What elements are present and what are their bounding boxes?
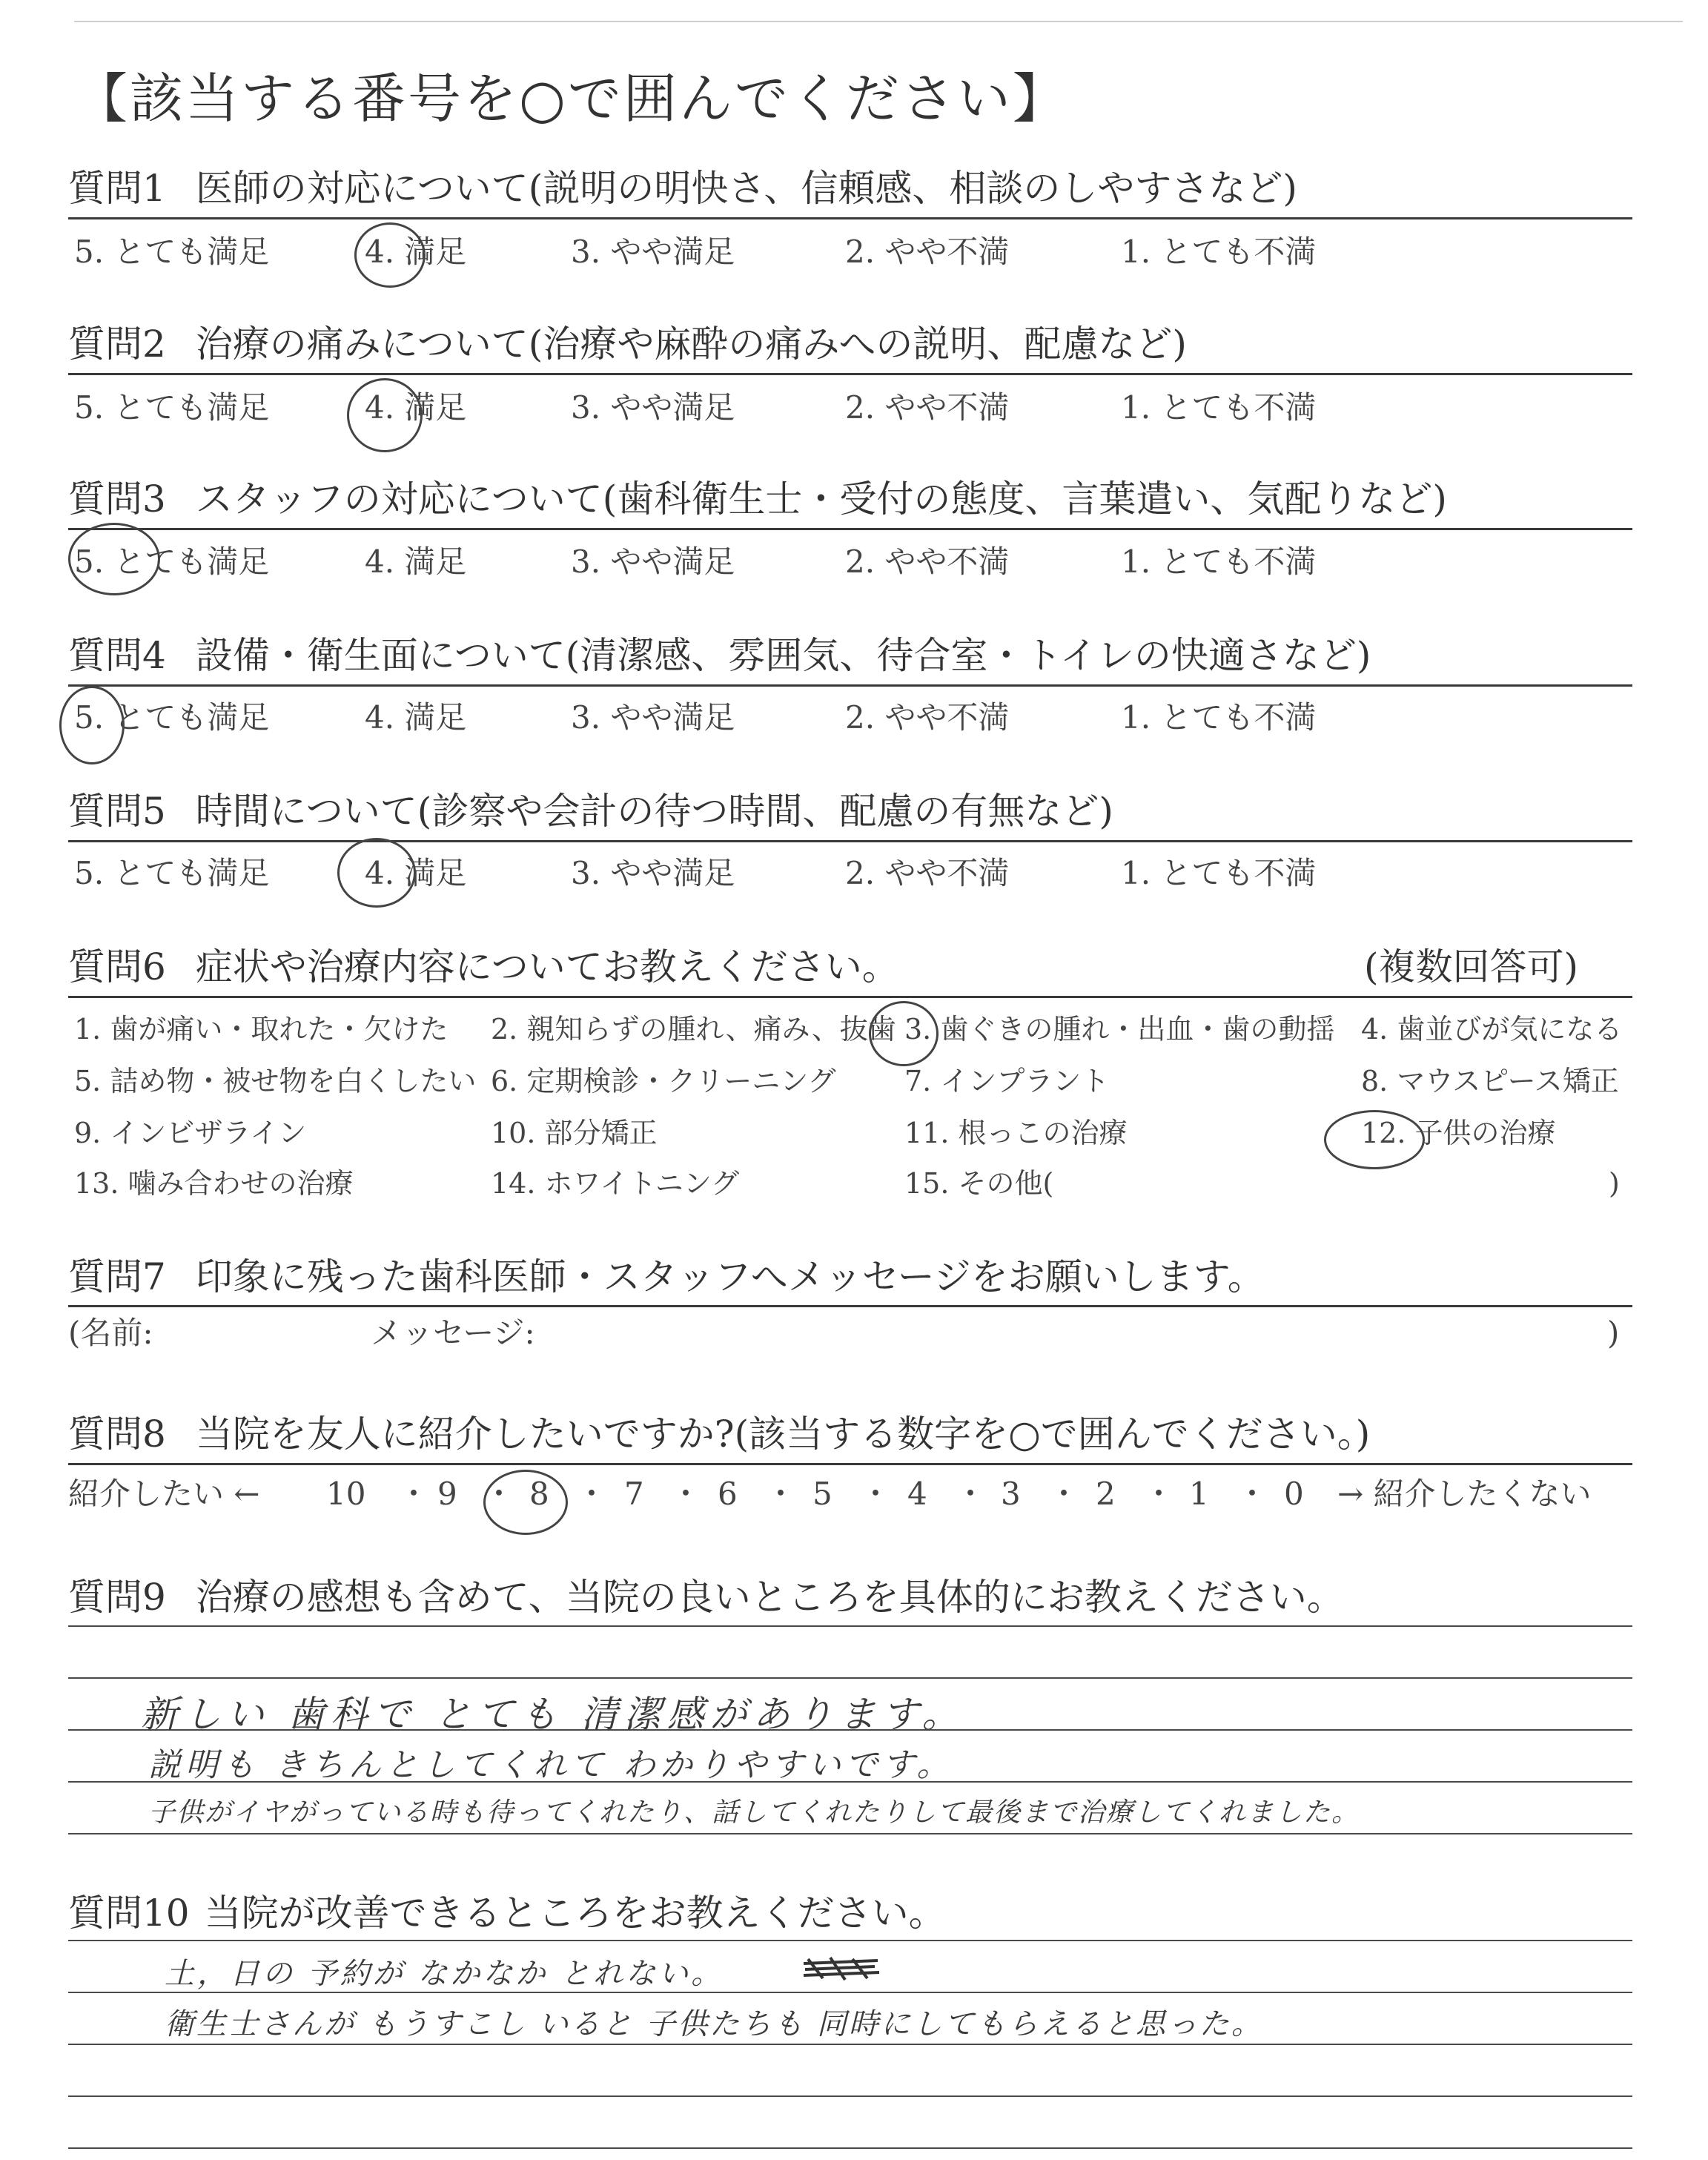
question-3-label: 質問3 <box>68 478 166 521</box>
symptom-option-10[interactable]: 10. 部分矯正 <box>491 1117 658 1149</box>
option-very-satisfied[interactable]: 5. とても満足 <box>74 544 270 580</box>
option-somewhat-dissatisfied[interactable]: 2. やや不満 <box>845 389 1010 426</box>
scale-dot: ・ <box>860 1476 892 1512</box>
question-8-label: 質問8 <box>68 1413 166 1456</box>
symptom-3-selection-circle <box>869 1001 939 1066</box>
option-somewhat-satisfied[interactable]: 3. やや満足 <box>571 544 735 580</box>
scale-value-4[interactable]: 4 <box>907 1476 927 1512</box>
question-8-rule <box>68 1463 1632 1465</box>
writing-line <box>68 2044 1632 2045</box>
option-satisfied[interactable]: 4. 満足 <box>365 544 467 580</box>
scale-value-3[interactable]: 3 <box>1001 1476 1021 1512</box>
scribbled-out-word <box>801 1952 882 1984</box>
option-somewhat-dissatisfied[interactable]: 2. やや不満 <box>845 699 1010 736</box>
symptom-option-7[interactable]: 7. インプラント <box>904 1065 1110 1097</box>
recommend-scale <box>68 1472 1632 1516</box>
scale-dot: ・ <box>483 1476 515 1512</box>
q9-handwritten-line-1: 新しい 歯科で とても 清潔感があります。 <box>141 1693 965 1736</box>
question-4-title <box>68 632 1371 679</box>
option-somewhat-satisfied[interactable]: 3. やや満足 <box>571 389 735 426</box>
question-5-label: 質問5 <box>68 790 166 833</box>
symptom-option-12[interactable]: 12. 子供の治療 <box>1361 1117 1556 1149</box>
symptom-option-4[interactable]: 4. 歯並びが気になる <box>1361 1013 1623 1046</box>
question-2-rule <box>68 373 1632 375</box>
question-7-text: 印象に残った歯科医師・スタッフへメッセージをお願いします。 <box>195 1255 1265 1298</box>
option-somewhat-satisfied[interactable]: 3. やや満足 <box>571 855 735 891</box>
symptom-option-13[interactable]: 13. 噛み合わせの治療 <box>74 1167 354 1200</box>
writing-line <box>68 2147 1632 2149</box>
scale-value-6[interactable]: 6 <box>718 1476 738 1512</box>
q10-handwritten-line-1: 土，日の 予約が なかなか とれない。 <box>165 1957 724 1991</box>
option-very-dissatisfied[interactable]: 1. とても不満 <box>1121 544 1317 580</box>
option-somewhat-satisfied[interactable]: 3. やや満足 <box>571 234 735 270</box>
scale-dot: ・ <box>765 1476 797 1512</box>
symptom-option-1[interactable]: 1. 歯が痛い・取れた・欠けた <box>74 1013 448 1046</box>
scale-value-2[interactable]: 2 <box>1096 1476 1116 1512</box>
question-2-options <box>74 386 1631 430</box>
symptom-option-15[interactable]: 15. その他( <box>904 1167 1054 1200</box>
scale-dot: ・ <box>1237 1476 1268 1512</box>
option-somewhat-satisfied[interactable]: 3. やや満足 <box>571 699 735 736</box>
option-somewhat-dissatisfied[interactable]: 2. やや不満 <box>845 544 1010 580</box>
symptom-12-selection-circle <box>1324 1110 1425 1169</box>
writing-line <box>68 1677 1632 1679</box>
question-5-title <box>68 787 1113 835</box>
question-5-text: 時間について(診察や会計の待つ時間、配慮の有無など) <box>195 790 1113 833</box>
question-1-label: 質問1 <box>68 167 166 210</box>
scale-value-7[interactable]: 7 <box>624 1476 644 1512</box>
scale-value-8[interactable]: 8 <box>529 1476 549 1512</box>
question-6-rule <box>68 996 1632 998</box>
symptom-option-9[interactable]: 9. インビザライン <box>74 1117 307 1149</box>
question-9-title <box>68 1573 1344 1621</box>
question-10-text: 当院が改善できるところをお教えください。 <box>204 1892 946 1935</box>
question-7-title <box>68 1253 1265 1301</box>
survey-heading: 【該当する番号を○で囲んでください】 <box>74 67 1068 130</box>
question-3-rule <box>68 528 1632 530</box>
writing-line <box>68 1833 1632 1834</box>
question-3-options <box>74 540 1631 584</box>
question-9-label: 質問9 <box>68 1576 166 1619</box>
q10-handwritten-line-2: 衛生士さんが もうすこし いると 子供たちも 同時にしてもらえると思った。 <box>165 2007 1263 2041</box>
question-2-text: 治療の痛みについて(治療や麻酔の痛みへの説明、配慮など) <box>195 323 1187 366</box>
writing-line <box>68 1625 1632 1627</box>
option-very-dissatisfied[interactable]: 1. とても不満 <box>1121 389 1317 426</box>
question-6-label: 質問6 <box>68 945 166 988</box>
question-7-label: 質問7 <box>68 1255 166 1298</box>
question-10-title <box>68 1889 946 1937</box>
option-satisfied[interactable]: 4. 満足 <box>365 699 467 736</box>
scale-value-10[interactable]: 10 <box>326 1476 366 1512</box>
question-1-text: 医師の対応について(説明の明快さ、信頼感、相談のしやすさなど) <box>195 167 1297 210</box>
symptom-option-3[interactable]: 3. 歯ぐきの腫れ・出血・歯の動揺 <box>904 1013 1335 1046</box>
question-7-rule <box>68 1305 1632 1307</box>
scale-dot: ・ <box>670 1476 702 1512</box>
question-3-text: スタッフの対応について(歯科衛生士・受付の態度、言葉遣い、気配りなど) <box>195 478 1447 521</box>
question-6-text: 症状や治療内容についてお教えください。 <box>195 945 899 988</box>
scale-value-1[interactable]: 1 <box>1189 1476 1209 1512</box>
question-5-rule <box>68 840 1632 842</box>
question-2-selection-circle <box>347 378 423 452</box>
scale-dot: ・ <box>398 1476 430 1512</box>
option-satisfied[interactable]: 4. 満足 <box>365 855 467 891</box>
name-field-label: (名前: <box>68 1315 153 1351</box>
option-satisfied[interactable]: 4. 満足 <box>365 234 467 270</box>
question-4-options <box>74 696 1631 740</box>
scale-dot: ・ <box>576 1476 608 1512</box>
option-very-dissatisfied[interactable]: 1. とても不満 <box>1121 234 1317 270</box>
question-1-options <box>74 230 1631 274</box>
question-4-label: 質問4 <box>68 634 166 677</box>
top-edge-line <box>74 21 1683 22</box>
option-somewhat-dissatisfied[interactable]: 2. やや不満 <box>845 234 1010 270</box>
scale-value-0[interactable]: 0 <box>1284 1476 1304 1512</box>
question-4-rule <box>68 684 1632 687</box>
symptom-option-11[interactable]: 11. 根っこの治療 <box>904 1117 1128 1149</box>
question-1-selection-circle <box>354 222 426 288</box>
question-6-multiple-note: (複数回答可) <box>1364 945 1579 988</box>
message-close-paren: ) <box>1607 1315 1620 1351</box>
scale-8-selection-circle <box>483 1470 568 1535</box>
q9-handwritten-line-3: 子供がイヤがっている時も待ってくれたり、話してくれたりして最後まで治療してくれました。 <box>148 1797 1360 1828</box>
question-5-selection-circle <box>337 838 416 908</box>
question-8-title <box>68 1410 1370 1458</box>
scale-value-9[interactable]: 9 <box>437 1476 457 1512</box>
question-9-text: 治療の感想も含めて、当院の良いところを具体的にお教えください。 <box>195 1576 1344 1619</box>
message-field-label: メッセージ: <box>371 1315 535 1351</box>
q9-handwritten-line-2: 説明も きちんとしてくれて わかりやすいです。 <box>148 1746 954 1784</box>
symptom-option-8[interactable]: 8. マウスピース矯正 <box>1361 1065 1619 1097</box>
option-very-dissatisfied[interactable]: 1. とても不満 <box>1121 855 1317 891</box>
question-8-text: 当院を友人に紹介したいですか?(該当する数字を○で囲んでください。) <box>195 1413 1371 1456</box>
writing-line <box>68 2095 1632 2097</box>
scale-left-label: 紹介したい ← <box>68 1476 260 1512</box>
option-very-satisfied[interactable]: 5. とても満足 <box>74 234 270 270</box>
question-10-label: 質問10 <box>68 1892 190 1935</box>
symptom-option-5[interactable]: 5. 詰め物・被せ物を白くしたい <box>74 1065 477 1097</box>
question-1-rule <box>68 217 1632 219</box>
symptom-option-14[interactable]: 14. ホワイトニング <box>491 1167 740 1200</box>
question-4-text: 設備・衛生面について(清潔感、雰囲気、待合室・トイレの快適さなど) <box>195 634 1371 677</box>
option-satisfied[interactable]: 4. 満足 <box>365 389 467 426</box>
scale-dot: ・ <box>1048 1476 1080 1512</box>
question-3-title <box>68 475 1447 523</box>
question-4-selection-circle <box>59 686 125 764</box>
question-1-title <box>68 165 1297 212</box>
question-2-label: 質問2 <box>68 323 166 366</box>
scale-dot: ・ <box>1143 1476 1175 1512</box>
option-somewhat-dissatisfied[interactable]: 2. やや不満 <box>845 855 1010 891</box>
question-2-title <box>68 320 1187 368</box>
scale-dot: ・ <box>955 1476 987 1512</box>
option-very-satisfied[interactable]: 5. とても満足 <box>74 855 270 891</box>
writing-line <box>68 1940 1632 1941</box>
symptom-option-6[interactable]: 6. 定期検診・クリーニング <box>491 1065 836 1097</box>
question-6-title <box>68 943 899 991</box>
question-3-selection-circle <box>68 523 160 595</box>
symptom-option-15-close-paren: ) <box>1609 1167 1620 1200</box>
option-very-satisfied[interactable]: 5. とても満足 <box>74 699 270 736</box>
scale-right-label: → 紹介したくない <box>1337 1476 1592 1512</box>
question-5-options <box>74 851 1631 896</box>
scale-value-5[interactable]: 5 <box>812 1476 833 1512</box>
option-very-satisfied[interactable]: 5. とても満足 <box>74 389 270 426</box>
option-very-dissatisfied[interactable]: 1. とても不満 <box>1121 699 1317 736</box>
symptom-option-2[interactable]: 2. 親知らずの腫れ、痛み、抜歯 <box>491 1013 896 1046</box>
